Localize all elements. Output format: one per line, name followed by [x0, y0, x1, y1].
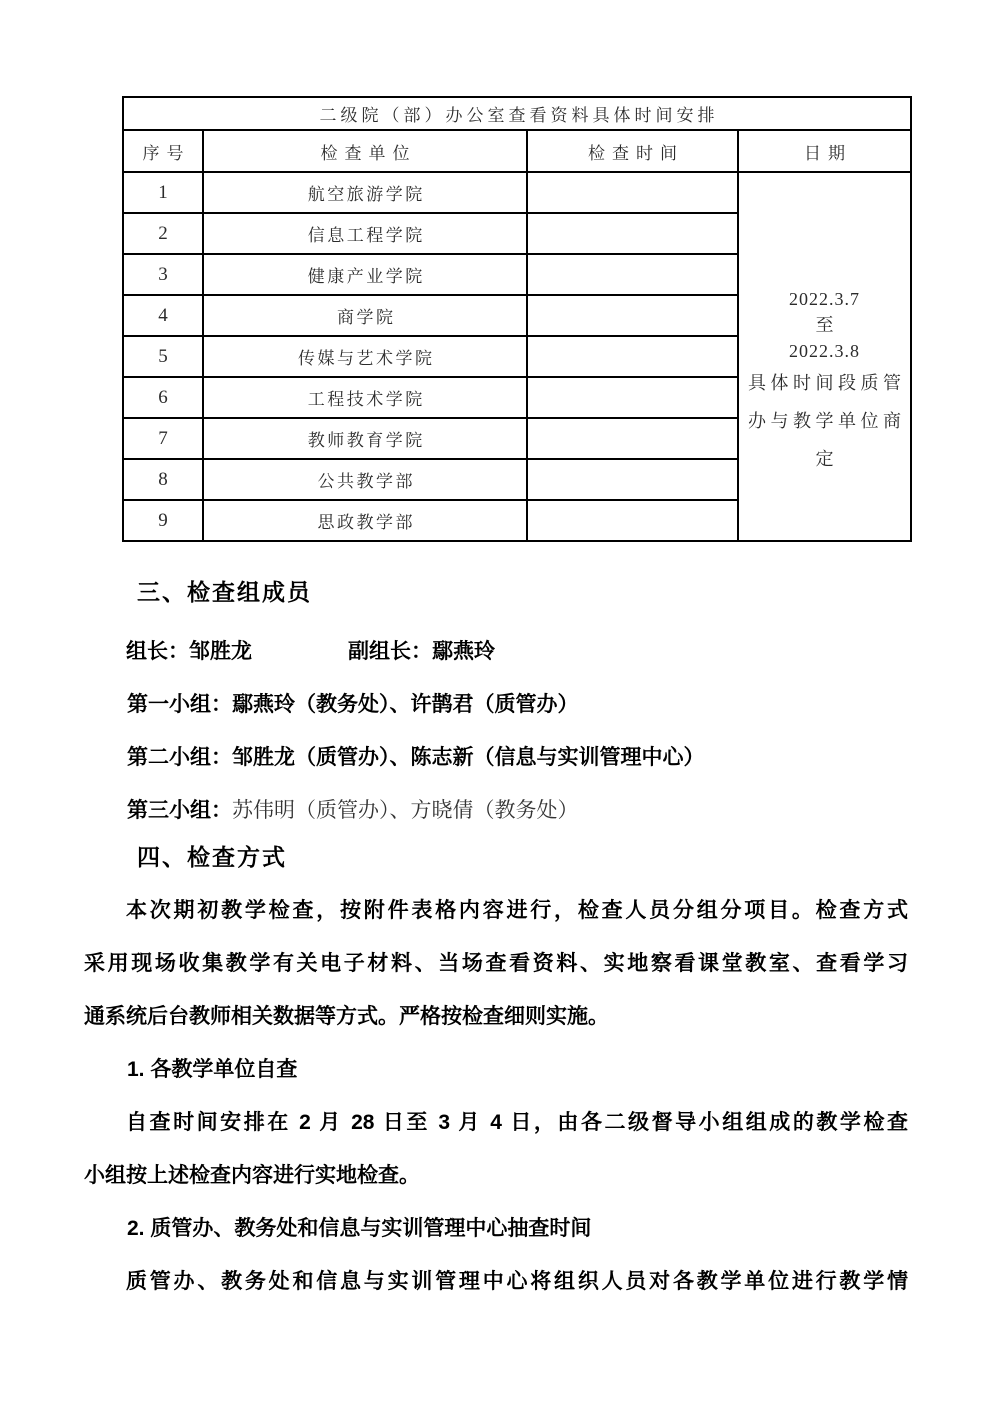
group-line-2 — [84, 731, 908, 784]
group-line-3 — [84, 784, 908, 837]
group-label: 第一小组： — [127, 693, 232, 716]
row-number-cell: 5 — [123, 336, 203, 377]
column-header-time: 检查时间 — [527, 130, 738, 172]
row-number-cell: 8 — [123, 459, 203, 500]
item1-text-line: 小组按上述检查内容进行实地检查。 — [84, 1164, 420, 1187]
unit-name-cell: 信息工程学院 — [203, 213, 527, 254]
item1-text-line: 自查时间安排在 2 月 28 日至 3 月 4 日，由各二级督导小组组成的教学检查 — [126, 1111, 908, 1134]
table-header-row — [123, 130, 911, 172]
method-paragraph-line: 本次期初教学检查，按附件表格内容进行，检查人员分组分项目。检查方式 — [126, 899, 908, 922]
unit-name-cell: 教师教育学院 — [203, 418, 527, 459]
unit-name-cell: 工程技术学院 — [203, 377, 527, 418]
leader-line — [84, 625, 908, 678]
table-title-row — [123, 97, 911, 130]
deputy-leader-name: 副组长：鄢燕玲 — [348, 640, 495, 663]
group-names: 邹胜龙（质管办）、陈志新（信息与实训管理中心） — [232, 746, 705, 769]
table-title: 二级院（部）办公室查看资料具体时间安排 — [123, 97, 911, 130]
row-number-cell: 1 — [123, 172, 203, 213]
row-number-cell: 2 — [123, 213, 203, 254]
date-note-line: 办与教学单位商 — [748, 410, 906, 431]
item1-heading: 1. 各教学单位自查 — [127, 1058, 298, 1081]
row-number-cell: 3 — [123, 254, 203, 295]
check-time-cell — [527, 459, 738, 500]
check-time-cell — [527, 500, 738, 541]
check-time-cell — [527, 295, 738, 336]
date-note-line: 定 — [815, 448, 838, 469]
item2-heading: 2. 质管办、教务处和信息与实训管理中心抽查时间 — [127, 1217, 592, 1240]
unit-name-cell: 传媒与艺术学院 — [203, 336, 527, 377]
leader-name: 组长：邹胜龙 — [126, 640, 252, 663]
unit-name-cell: 健康产业学院 — [203, 254, 527, 295]
document-body — [84, 566, 908, 1308]
row-number-cell: 9 — [123, 500, 203, 541]
row-number-cell: 7 — [123, 418, 203, 459]
unit-name-cell: 思政教学部 — [203, 500, 527, 541]
unit-name-cell: 航空旅游学院 — [203, 172, 527, 213]
date-note-line: 具体时间段质管 — [748, 372, 906, 393]
row-number-cell: 4 — [123, 295, 203, 336]
group-names: 苏伟明（质管办）、方晓倩（教务处） — [232, 798, 579, 822]
check-time-cell — [527, 213, 738, 254]
group-line-1 — [84, 678, 908, 731]
section-heading-method: 四、检查方式 — [137, 844, 287, 870]
date-note-line: 2022.3.7 — [789, 288, 860, 309]
column-header-no: 序号 — [123, 130, 203, 172]
column-header-date: 日期 — [738, 130, 911, 172]
unit-name-cell: 公共教学部 — [203, 459, 527, 500]
check-time-cell — [527, 336, 738, 377]
method-paragraph-line: 采用现场收集教学有关电子材料、当场查看资料、实地察看课堂教室、查看学习 — [84, 952, 908, 975]
group-label: 第二小组： — [127, 746, 232, 769]
table-row — [123, 172, 911, 213]
section-heading-members: 三、检查组成员 — [137, 579, 312, 605]
check-time-cell — [527, 418, 738, 459]
item2-text-line: 质管办、教务处和信息与实训管理中心将组织人员对各教学单位进行教学情 — [126, 1270, 908, 1293]
check-time-cell — [527, 172, 738, 213]
row-number-cell: 6 — [123, 377, 203, 418]
date-note-cell — [738, 172, 911, 541]
schedule-table — [122, 96, 912, 542]
column-header-unit: 检查单位 — [203, 130, 527, 172]
date-note-line: 至 — [815, 314, 838, 335]
check-time-cell — [527, 377, 738, 418]
check-time-cell — [527, 254, 738, 295]
group-names: 鄢燕玲（教务处）、许鹊君（质管办） — [232, 693, 579, 716]
unit-name-cell: 商学院 — [203, 295, 527, 336]
method-paragraph-line: 通系统后台教师相关数据等方式。严格按检查细则实施。 — [84, 1005, 609, 1028]
group-label: 第三小组： — [127, 799, 232, 822]
date-note-line: 2022.3.8 — [789, 340, 860, 361]
